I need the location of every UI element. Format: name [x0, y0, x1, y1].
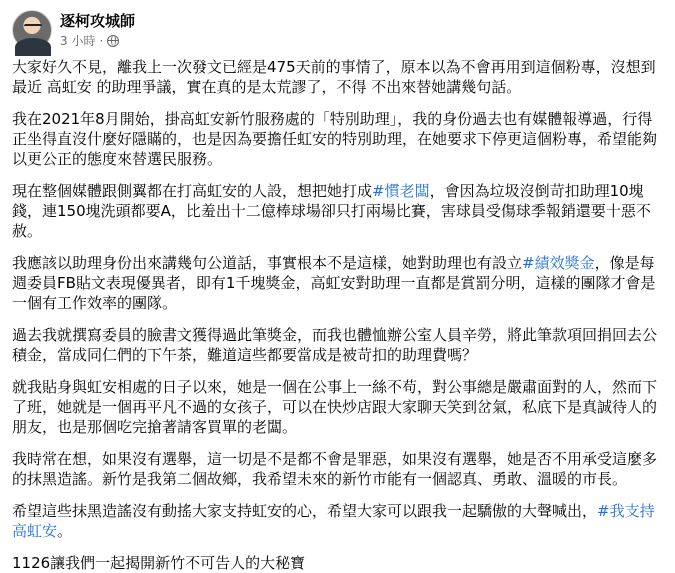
avatar-glasses — [24, 24, 42, 30]
post-header — [12, 0, 663, 56]
hashtag-link[interactable]: #慣老闆 — [372, 182, 430, 200]
paragraph-text: 希望這些抹黑造謠沒有動搖大家支持虹安的心，希望大家可以跟我一起驕傲的大聲喊出， — [12, 502, 598, 520]
post-subline — [60, 33, 135, 49]
paragraph-text: 過去我就撰寫委員的臉書文獲得過此筆獎金，而我也體恤辦公室人員辛勞，將此筆款項回捐回去公積金，當成同仁們的下午茶，難道這些都要當成是被苛扣的助理費嗎？ — [12, 326, 658, 364]
paragraph-text: 我時常在想，如果沒有選舉，這一切是不是都不會是罪惡，如果沒有選舉，她是否不用承受這麼多的抹黑造謠。新竹是我第二個故鄉，我希望未來的新竹市能有一個認真、勇敢、溫暖的市長。 — [12, 450, 658, 488]
author-name[interactable]: 逐柯攻城師 — [60, 11, 136, 30]
post-timestamp[interactable]: 3 小時 — [60, 33, 96, 48]
paragraph-text: 大家好久不見，離我上一次發文已經是475天前的事情了，原本以為不會再用到這個粉專，沒想到最近 高虹安 的助理爭議，實在真的是太荒謬了，不得 不出來替她講幾句話。 — [12, 58, 656, 96]
post-paragraph — [12, 253, 663, 313]
hashtag-link[interactable]: #我支持高虹安 — [12, 502, 655, 540]
paragraph-text: 我應該以助理身份出來講幾句公道話，事實根本不是這樣，她對助理也有設立 — [12, 254, 523, 272]
paragraph-text: ，像是每週委員FB貼文表現優異者，即有1千塊獎金，高虹安對助理一直都是賞罰分明，這樣的團隊才會是一個有工作效率的團隊。 — [12, 254, 656, 312]
paragraph-text: 就我貼身與虹安相處的日子以來，她是一個在公事上一絲不苟，對公事總是嚴肅面對的人，然而下了班，她就是一個再平凡不過的女孩子，可以在快炒店跟大家聊天笑到岔氣，私底下是真誠待人的朋友，也是那個吃完搶著請客買單的老闆。 — [12, 378, 658, 436]
post-meta — [60, 12, 135, 49]
post-body — [12, 57, 663, 573]
post-paragraph — [12, 181, 663, 241]
post-paragraph — [12, 449, 663, 489]
paragraph-text: 1126讓我們一起揭開新竹不可告人的大秘寶 — [12, 554, 306, 572]
post-paragraph — [12, 109, 663, 169]
paragraph-text: 。 — [57, 522, 73, 540]
post-paragraph — [12, 325, 663, 365]
author-avatar[interactable] — [12, 10, 52, 50]
post-paragraph — [12, 553, 663, 573]
avatar-shoulders — [15, 38, 51, 56]
post-paragraph — [12, 377, 663, 437]
paragraph-text: 現在整個媒體跟側翼都在打高虹安的人設，想把她打成 — [12, 182, 373, 200]
globe-icon — [107, 35, 119, 47]
paragraph-text: 我在2021年8月開始，掛高虹安新竹服務處的「特別助理」，我的身份過去也有媒體報導過，行得正坐得直沒什麼好隱瞞的，也是因為要擔任虹安的特別助理，在她要求下停更這個粉專，希望能夠以更公正的態度來替選民服務。 — [12, 110, 658, 168]
post-paragraph — [12, 57, 663, 97]
separator-dot: · — [99, 33, 104, 48]
post-paragraph — [12, 501, 663, 541]
paragraph-text: ，會因為垃圾沒倒苛扣助理10塊錢，連150塊洗頭都要A，比羞出十二億棒球場卻只打兩場比賽，害球員受傷球季報銷還要十惡不赦。 — [12, 182, 651, 240]
hashtag-link[interactable]: #績效獎金 — [522, 254, 595, 272]
